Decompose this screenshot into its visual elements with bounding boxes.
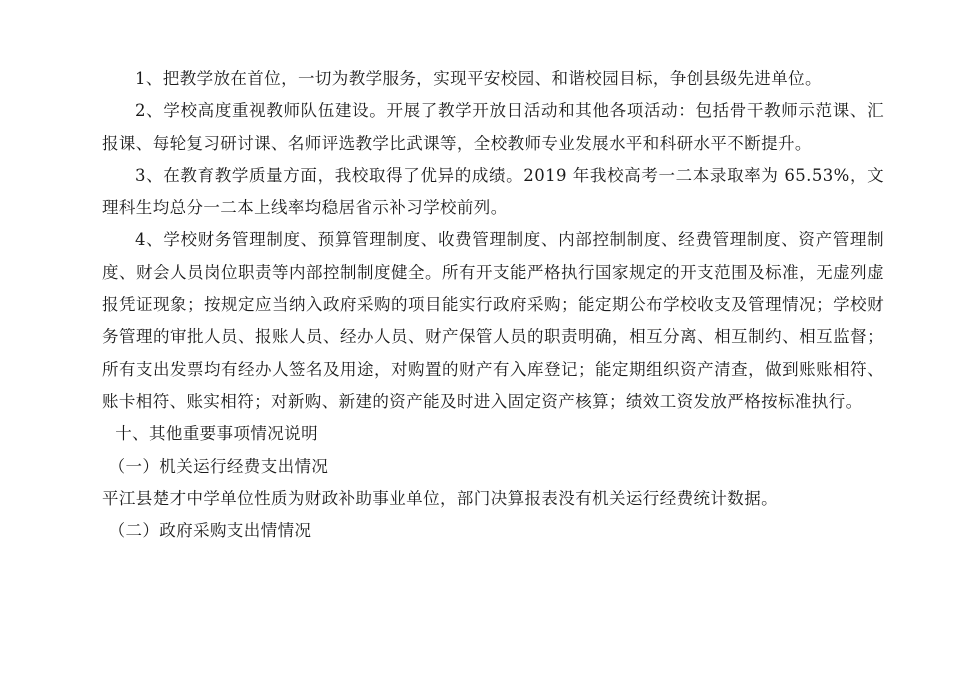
subsection-body-1: 平江县楚才中学单位性质为财政补助事业单位，部门决算报表没有机关运行经费统计数据。 xyxy=(102,488,778,508)
paragraph-item-3: 3、在教育教学质量方面，我校取得了优异的成绩。2019 年我校高考一二本录取率为 65.53%，文理科生均总分一二本上线率均稳居省示补习学校前列。 xyxy=(102,165,884,218)
paragraph-item-4: 4、学校财务管理制度、预算管理制度、收费管理制度、内部控制制度、经费管理制度、资产管理制度、财会人员岗位职责等内部控制制度健全。所有开支能严格执行国家规定的开支范围及标准，无虚列虚报凭证现象；按规定应当纳入政府采购的项目能实行政府采购；能定期公布学校收支及管理情况；学校财务管理的审批人员、报账人员、经办人员、财产保管人员的职责明确，相互分离、相互制约、相互监督；所有支出发票均有经办人签名及用途，对购置的财产有入库登记；能定期组织资产清查，做到账账相符、账卡相符、账实相符；对新购、新建的资产能及时进入固定资产核算；绩效工资发放严格按标准执行。 xyxy=(102,230,884,411)
subsection-heading-2: （二）政府采购支出情情况 xyxy=(108,521,312,541)
paragraph-item-1: 1、把教学放在首位，一切为教学服务，实现平安校园、和谐校园目标，争创县级先进单位。 xyxy=(135,69,822,88)
paragraph-item-2: 2、学校高度重视教师队伍建设。开展了教学开放日活动和其他各项活动：包括骨干教师示范课、汇报课、每轮复习研讨课、名师评选教学比武课等，全校教师专业发展水平和科研水平不断提升。 xyxy=(102,101,884,153)
subsection-heading-1: （一）机关运行经费支出情况 xyxy=(108,456,329,476)
section-heading: 十、其他重要事项情况说明 xyxy=(115,424,318,444)
